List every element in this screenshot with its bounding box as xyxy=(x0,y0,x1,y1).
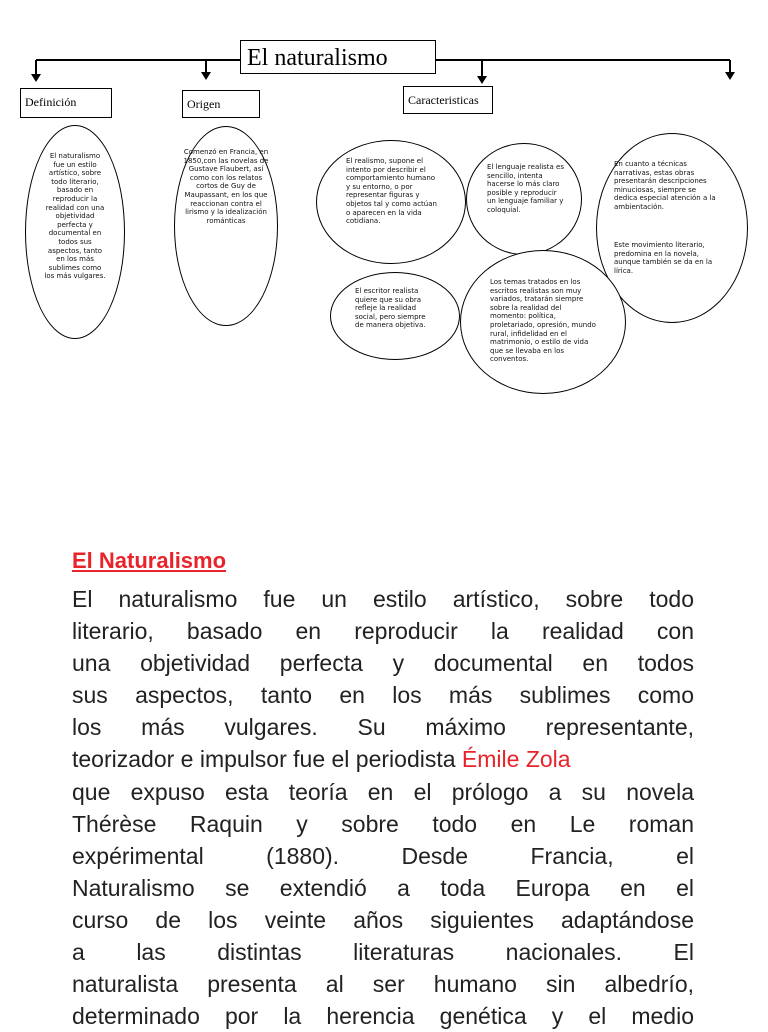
body-line: naturalista presenta al ser humano sin albedrío, xyxy=(72,971,694,998)
body-line: que expuso esta teoría en el prólogo a su novela xyxy=(72,778,694,805)
document-body xyxy=(72,583,694,1032)
oval-origen-text: Comenzó en Francia, en 1850,con las novelas de Gustave Flaubert, así como con los relatos cortos de Guy de Maupassant, en los que reaccionan contra el lirismo y la idealización románticas xyxy=(183,148,269,225)
oval-temas-text: Los temas tratados en los escritos realistas son muy variados, tratarán siempre sobre la realidad del momento: política, proletariado, opresión, mundo rural, infidelidad en el matrimonio, o estilo de vida que se llevaba en los conventos. xyxy=(490,278,596,364)
box-origen: Origen xyxy=(182,90,260,118)
document-heading: El Naturalismo xyxy=(72,548,227,573)
body-line: Naturalismo se extendió a toda Europa en el xyxy=(72,874,694,901)
zola-link[interactable]: Émile Zola xyxy=(461,746,571,773)
oval-escritor-text: El escritor realista quiere que su obra refleje la realidad social, pero siempre de manera objetiva. xyxy=(355,287,426,330)
oval-tecnicas-text-1: En cuanto a técnicas narrativas, estas obras presentarán descripciones minuciosas, siempre se dedica especial atención a la ambientación. xyxy=(614,160,716,211)
body-line: los más vulgares. Su máximo representante, xyxy=(72,714,694,741)
body-line: determinado por la herencia genética y el medio xyxy=(72,1003,694,1030)
body-line: a las distintas literaturas nacionales. El xyxy=(72,939,694,966)
body-line: expérimental (1880). Desde Francia, el xyxy=(72,842,694,869)
body-line-zola xyxy=(72,743,694,775)
diagram-title: El naturalismo xyxy=(240,40,436,74)
oval-realismo-text: El realismo, supone el intento por describir el comportamiento humano y su entorno, o por representar figuras y objetos tal y como actúan o aparecen en la vida cotidiana. xyxy=(346,157,437,226)
box-caracteristicas: Caracteristicas xyxy=(403,86,493,114)
oval-definicion-text: El naturalismo fue un estilo artístico, sobre todo literario, basado en reproducir la realidad con una objetividad perfecta y documental en todos sus aspectos, tanto en los más sublimes como los más vulgares. xyxy=(44,152,106,281)
body-line: Thérèse Raquin y sobre todo en Le roman xyxy=(72,810,694,837)
body-line: curso de los veinte años siguientes adaptándose xyxy=(72,906,694,933)
body-line: una objetividad perfecta y documental en todos xyxy=(72,650,694,677)
oval-tecnicas-text-2: Este movimiento literario, predomina en la novela, aunque también se da en la lírica. xyxy=(614,241,713,275)
box-definicion: Definición xyxy=(20,88,112,118)
body-line-prefix: teorizador e impulsor fue el periodista xyxy=(72,746,462,773)
body-line: sus aspectos, tanto en los más sublimes como xyxy=(72,682,694,709)
oval-lenguaje-text: El lenguaje realista es sencillo, intenta hacerse lo más claro posible y reproducir un lenguaje familiar y coloquial. xyxy=(487,163,564,214)
body-line: literario, basado en reproducir la realidad con xyxy=(72,618,694,645)
body-line: El naturalismo fue un estilo artístico, sobre todo xyxy=(72,586,694,612)
